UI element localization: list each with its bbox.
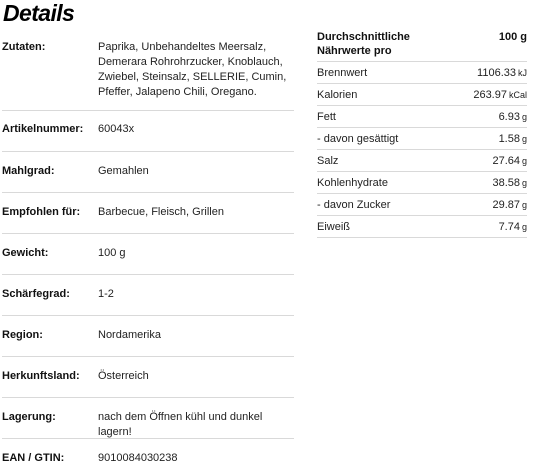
detail-row-ingredients — [2, 27, 294, 111]
detail-row-spiciness — [2, 275, 294, 316]
detail-label: Schärfegrad: — [2, 288, 70, 300]
nutrition-label: Eiweiß — [317, 220, 351, 233]
nutrition-row-sugar — [317, 194, 527, 216]
nutrition-table-header — [317, 30, 527, 62]
detail-value: Barbecue, Fleisch, Grillen — [98, 206, 224, 218]
detail-value: 1-2 — [98, 288, 114, 300]
detail-label: Mahlgrad: — [2, 165, 55, 177]
nutrition-value: 263.97 kCal — [473, 88, 527, 101]
detail-label: EAN / GTIN: — [2, 452, 65, 463]
nutrition-label: Kohlenhydrate — [317, 176, 388, 189]
nutrition-value: 1.58 g — [498, 132, 527, 145]
nutrition-value: 7.74 g — [498, 220, 527, 233]
detail-label: Lagerung: — [2, 411, 56, 423]
nutrition-value: 27.64 g — [492, 154, 527, 167]
nutrition-header-amount: 100 g — [498, 31, 527, 43]
nutrition-label: - davon gesättigt — [317, 132, 399, 145]
detail-label: Artikelnummer: — [2, 123, 84, 135]
detail-row-grind — [2, 152, 294, 193]
detail-row-ean-gtin — [2, 439, 294, 463]
detail-value: Nordamerika — [98, 329, 161, 341]
detail-row-region — [2, 316, 294, 357]
detail-row-storage — [2, 398, 294, 439]
nutrition-row-saturated-fat — [317, 128, 527, 150]
nutrition-value: 38.58 g — [492, 176, 527, 189]
nutrition-row-carbohydrates — [317, 172, 527, 194]
nutrition-row-salt — [317, 150, 527, 172]
detail-label: Zutaten: — [2, 41, 46, 53]
detail-value: nach dem Öffnen kühl und dunkel lagern! — [98, 411, 263, 438]
nutrition-label: Fett — [317, 110, 336, 123]
detail-row-origin-country — [2, 357, 294, 398]
detail-label: Region: — [2, 329, 43, 341]
nutrition-value: 29.87 g — [492, 198, 527, 211]
detail-value: 9010084030238 — [98, 452, 178, 463]
nutrition-label: Brennwert — [317, 66, 368, 79]
nutrition-value: 6.93 g — [498, 110, 527, 123]
nutrition-table — [317, 30, 527, 238]
detail-value: Paprika, Unbehandeltes Meersalz, Demerara Rohrohrzucker, Knoblauch, Zwiebel, Steinsalz, SELLERIE, Cumin, Pfeffer, Jalapeno Chili, Oregano. — [98, 41, 287, 98]
product-details-list — [2, 27, 294, 463]
details-title: Details — [3, 0, 75, 26]
nutrition-label: Salz — [317, 154, 339, 167]
detail-value: Österreich — [98, 370, 149, 382]
nutrition-label: - davon Zucker — [317, 198, 391, 211]
nutrition-row-fat — [317, 106, 527, 128]
nutrition-label: Kalorien — [317, 88, 358, 101]
detail-label: Empfohlen für: — [2, 206, 81, 218]
detail-row-article-number — [2, 111, 294, 152]
nutrition-row-protein — [317, 216, 527, 238]
detail-row-weight — [2, 234, 294, 275]
nutrition-row-calories — [317, 84, 527, 106]
detail-value: 100 g — [98, 247, 126, 259]
detail-label: Gewicht: — [2, 247, 49, 259]
detail-label: Herkunftsland: — [2, 370, 80, 382]
nutrition-header-label: Durchschnittliche Nährwerte pro — [317, 31, 410, 57]
detail-value: Gemahlen — [98, 165, 149, 177]
nutrition-row-energy — [317, 62, 527, 84]
nutrition-value: 1106.33 kJ — [477, 66, 527, 79]
detail-row-recommended-for — [2, 193, 294, 234]
detail-value: 60043x — [98, 123, 135, 135]
